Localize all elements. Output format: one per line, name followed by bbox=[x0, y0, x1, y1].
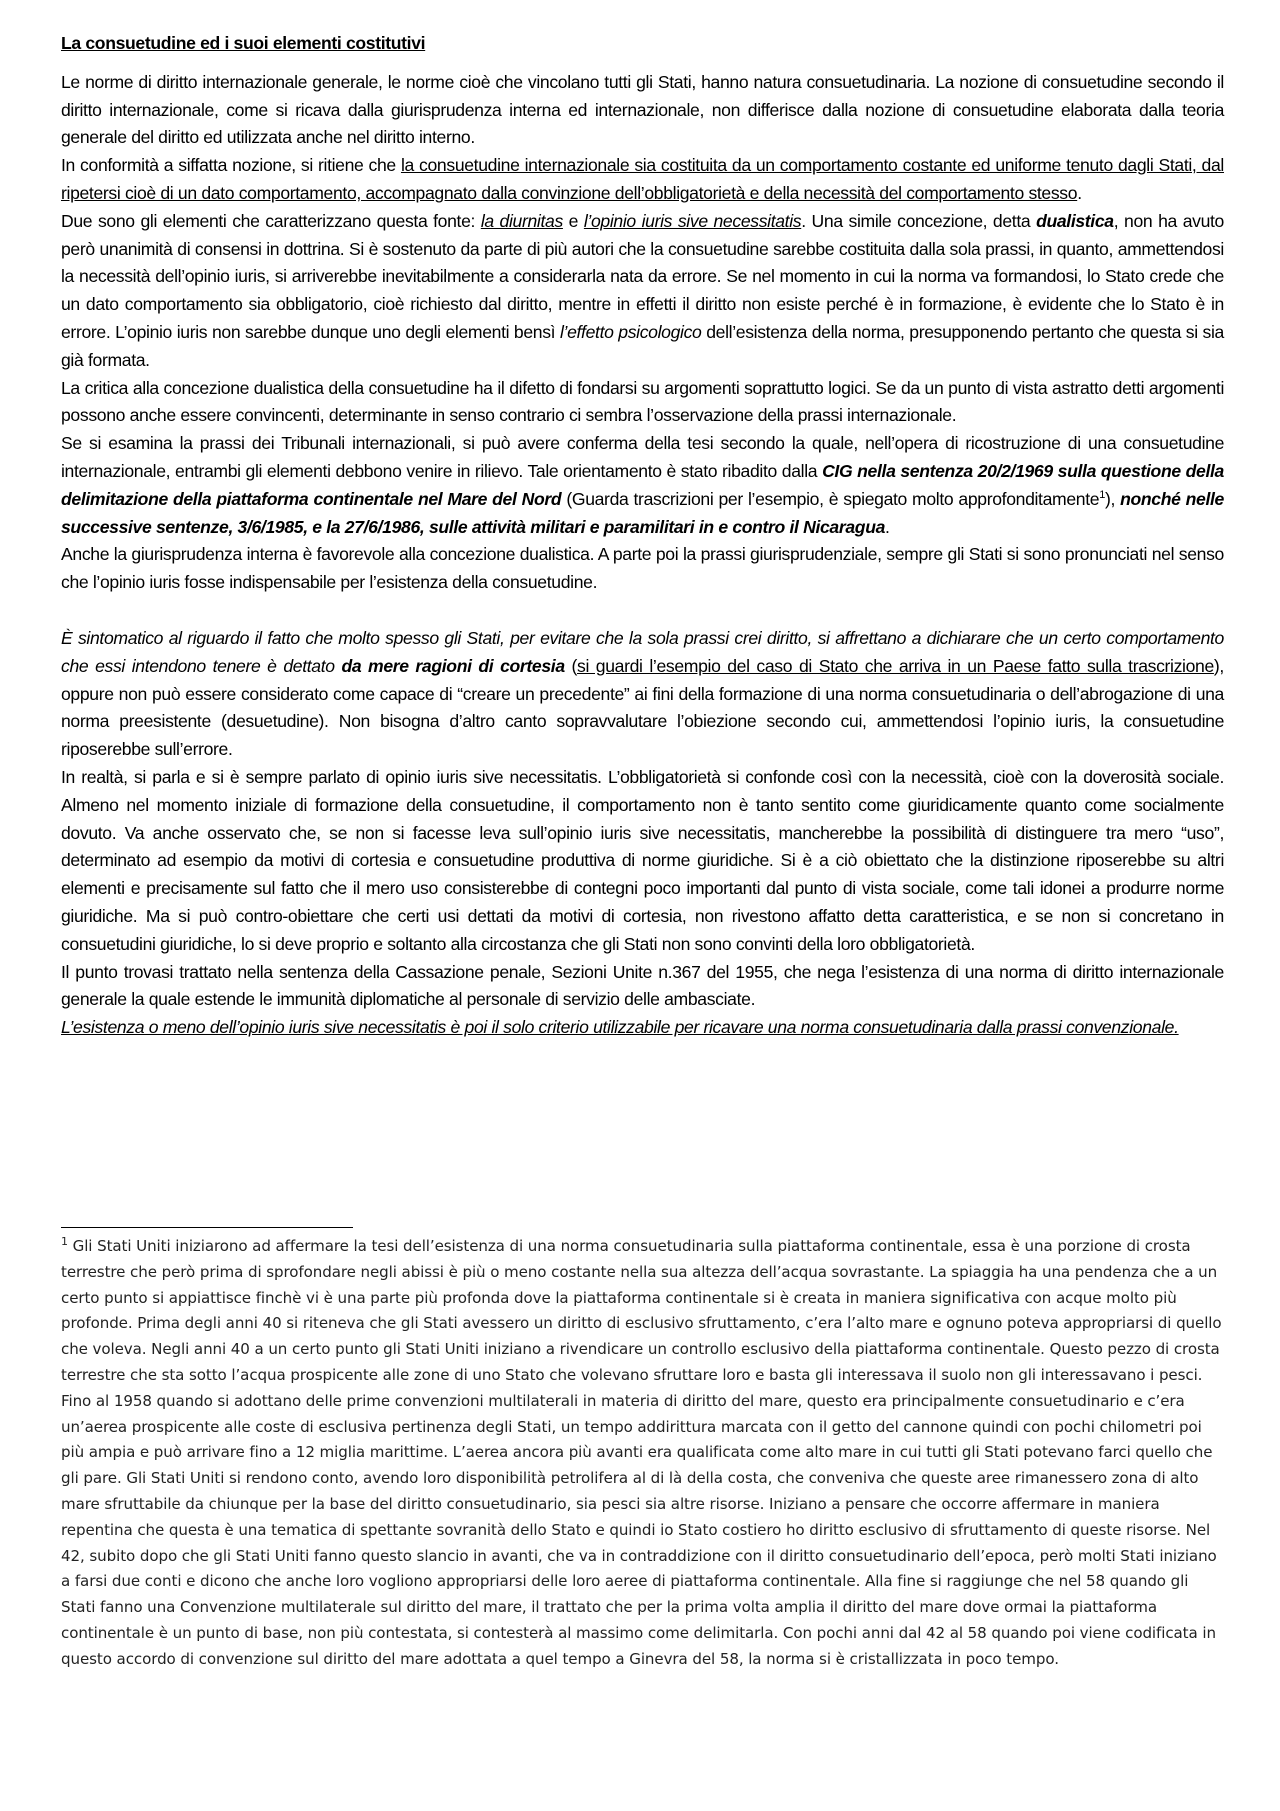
paragraph-1: Le norme di diritto internazionale generale, le norme cioè che vincolano tutti gli Stati, hanno natura consuetudinaria. La nozione di consuetudine secondo il diritto internazionale, come si ricava dalla giurisprudenza interna ed internazionale, non differisce dalla nozione di consuetudine elaborata dalla teoria generale del diritto ed utilizzata anche nel diritto interno. bbox=[61, 71, 1224, 148]
p5-cig-sentenza: CIG nella sentenza 20/2/1969 sulla questione della delimitazione della piattaforma continentale nel Mare del Nord bbox=[61, 460, 1224, 509]
p3-text-g: , non ha avuto però unanimità di consensi in dottrina. Si è sostenuto da parte di più autori che la consuetudine sarebbe costituita dalla sola prassi, in quanto, ammettendosi la necessità dell’opinio iuris, si arriverebbe inevitabilmente a considerarla nata da errore. Se nel momento in cui la norma va formandosi, lo Stato crede che un dato comportamento sia obbligatorio, cioè richiesto dal diritto, mentre in effetti il diritto non esiste perché è in formazione, è evidente che lo Stato è in errore. L’opinio iuris non sarebbe dunque uno degli elementi bensì bbox=[61, 210, 1224, 342]
p2-text-a: In conformità a siffatta nozione, si ritiene che bbox=[61, 155, 401, 176]
p2-underlined-definition: la consuetudine internazionale sia costituita da un comportamento costante ed uniforme tenuto dagli Stati, dal ripetersi cioè di un dato comportamento, accompagnato dalla convinzione dell’obbligatorietà e della necessità del comportamento stesso bbox=[61, 155, 1224, 203]
page-title: La consuetudine ed i suoi elementi costitutivi bbox=[61, 33, 426, 53]
document-body bbox=[61, 30, 1224, 1042]
paragraph-6: Anche la giurisprudenza interna è favorevole alla concezione dualistica. A parte poi la prassi giurisprudenziale, sempre gli Stati si sono pronunciati nel senso che l’opinio iuris fosse indispensabile per l’esistenza della consuetudine. bbox=[61, 544, 1224, 593]
p10-conclusion: L’esistenza o meno dell’opinio iuris sive necessitatis è poi il solo criterio utilizzabile per ricavare una norma consuetudinaria dalla prassi convenzionale. bbox=[61, 1017, 1179, 1038]
paragraph-9: Il punto trovasi trattato nella sentenza della Cassazione penale, Sezioni Unite n.367 del 1955, che nega l’esistenza di una norma di diritto internazionale generale la quale estende le immunità diplomatiche al personale di servizio delle ambasciate. bbox=[61, 961, 1224, 1010]
p3-diurnitas: la diurnitas bbox=[480, 210, 563, 231]
paragraph-7 bbox=[61, 625, 1224, 764]
p2-text-c: . bbox=[1077, 182, 1082, 203]
p3-text-i: dell’esistenza della norma, presupponendo pertanto che questa si sia già formata. bbox=[61, 321, 1224, 370]
footnote-separator bbox=[61, 1227, 353, 1228]
p7-text-c: ( bbox=[564, 655, 578, 676]
p3-opinio-iuris: l’opinio iuris sive necessitatis bbox=[583, 210, 802, 231]
p3-text-e: . Una simile concezione, detta bbox=[801, 210, 1037, 231]
p5-text-d: ), bbox=[1104, 488, 1121, 509]
p3-dualistica: dualistica bbox=[1036, 210, 1114, 231]
p5-text-a: Se si esamina la prassi dei Tribunali internazionali, si può avere conferma della tesi secondo la quale, nell’opera di ricostruzione di una consuetudine internazionale, entrambi gli elementi debbono venire in rilievo. Tale orientamento è stato ribadito dalla bbox=[61, 433, 1224, 481]
p7-text-a: È sintomatico al riguardo il fatto che molto spesso gli Stati, per evitare che la sola prassi crei diritto, si affrettano a dichiarare che un certo comportamento che essi intendono tenere è dettato bbox=[61, 627, 1224, 676]
paragraph-10 bbox=[61, 1014, 1224, 1042]
p3-effetto-psicologico: l’effetto psicologico bbox=[559, 321, 702, 342]
paragraph-8: In realtà, si parla e si è sempre parlato di opinio iuris sive necessitatis. L’obbligatorietà si confonde così con la necessità, cioè con la doverosità sociale. Almeno nel momento iniziale di formazione della consuetudine, il comportamento non è tanto sentito come giuridicamente quanto come socialmente dovuto. Va anche osservato che, se non si facesse leva sull’opinio iuris sive necessitatis, mancherebbe la possibilità di distinguere tra mero “uso”, determinato ad esempio da motivi di cortesia e consuetudine produttiva di norme giuridiche. Si è a ciò obiettato che la distinzione riposerebbe su altri elementi e precisamente sul fatto che il mero uso consisterebbe di contegni poco importanti dal punto di vista sociale, come tali idonei a produrre norme giuridiche. Ma si può contro-obiettare che certi usi dettati da motivi di cortesia, non rivestono affatto detta caratteristica, e se non si concretano in consuetudini giuridiche, lo si deve proprio e soltanto alla circostanza che gli Stati non sono convinti della loro obbligatorietà. bbox=[61, 766, 1224, 954]
p7-text-e: ), oppure non può essere considerato come capace di “creare un precedente” ai fini della formazione di una norma consuetudinaria o dell’abrogazione di una norma preesistente (desuetudine). Non bisogna d’altro canto sopravvalutare l’obiezione secondo cui, ammettendosi l’opinio iuris, la consuetudine riposerebbe sull’errore. bbox=[61, 655, 1224, 760]
p3-text-c: e bbox=[562, 210, 584, 231]
footnote bbox=[61, 1234, 1224, 1673]
p7-esempio-underlined: si guardi l’esempio del caso di Stato che arriva in un Paese fatto sulla trascrizione bbox=[577, 655, 1214, 676]
p3-text-a: Due sono gli elementi che caratterizzano questa fonte: bbox=[61, 210, 481, 231]
footnote-text: Gli Stati Uniti iniziarono ad affermare la tesi dell’esistenza di una norma consuetudinaria sulla piattaforma continentale, essa è una porzione di crosta terrestre che però prima di sprofondare negli abissi è più o meno costante nella sua altezza dell’acqua sovrastante. La spiaggia ha una pendenza che a un certo punto si appiattisce finchè vi è una parte più profonda dove la piattaforma continentale si è creata in maniera significativa con acque molto più profonde. Prima degli anni 40 si riteneva che gli Stati avessero un diritto di esclusivo sfruttamento, c’era l’alto mare e ognuno poteva appropriarsi di quello che voleva. Negli anni 40 a un certo punto gli Stati Uniti iniziano a rivendicare un controllo esclusivo della piattaforma continentale. Questo pezzo di crosta terrestre che sta sotto l’acqua prospicente alle zone di uno Stato che volevano sfruttare loro e basta gli interessava il suolo non gli interessavano i pesci. Fino al 1958 quando si adottano delle prime convenzioni multilaterali in materia di diritto del mare, questo era principalmente consuetudinario e c’era un’aerea prospicente alle coste di esclusiva pertinenza degli Stati, un tempo addirittura marcata con il getto del cannone quindi con pochi chilometri poi più ampia e può arrivare fino a 12 miglia marittime. L’aerea ancora più avanti era qualificata come alto mare in cui tutti gli Stati potevano farci quello che gli pare. Gli Stati Uniti si rendono conto, avendo loro disponibilità petrolifera al di là della costa, che conveniva che queste aree rimanessero zona di alto mare sfruttabile da chiunque per la base del diritto consuetudinario, sia pesci sia altre risorse. Iniziano a pensare che occorre affermare in maniera repentina che questa è una tematica di spettante sovranità dello Stato e quindi io Stato costiero ho diritto esclusivo di sfruttamento di queste risorse. Nel 42, subito dopo che gli Stati Uniti fanno questo slancio in avanti, che va in contraddizione con il diritto consuetudinario dell’epoca, però molti Stati iniziano a farsi due conti e dicono che anche loro vogliono appropriarsi delle loro aeree di piattaforma continentale. Alla fine si raggiunge che nel 58 quando gli Stati fanno una Convenzione multilaterale sul diritto del mare, il trattato che per la prima volta amplia il diritto del mare dove ormai la piattaforma continentale è un punto di base, non più contestata, si contesterà al massimo come delimitarla. Con pochi anni dal 42 al 58 quando poi viene codificata in questo accordo di convenzione sul diritto del mare adottata a quel tempo a Ginevra del 58, la norma si è cristallizzata in poco tempo. bbox=[61, 1237, 1222, 1668]
paragraph-4: La critica alla concezione dualistica della consuetudine ha il difetto di fondarsi su argomenti soprattutto logici. Se da un punto di vista astratto detti argomenti possono anche essere convincenti, determinante in senso contrario ci sembra l’osservazione della prassi internazionale. bbox=[61, 377, 1224, 426]
footnote-ref[interactable]: 1 bbox=[1099, 488, 1105, 501]
footnote-number: 1 bbox=[61, 1234, 68, 1248]
paragraph-3 bbox=[61, 208, 1224, 375]
p5-text-c: (Guarda trascrizioni per l’esempio, è spiegato molto approfonditamente bbox=[561, 488, 1100, 509]
paragraph-2 bbox=[61, 152, 1224, 208]
p7-cortesia: da mere ragioni di cortesia bbox=[341, 655, 565, 676]
p5-sentenze-nicaragua: nonché nelle successive sentenze, 3/6/1985, e la 27/6/1986, sulle attività militari e paramilitari in e contro il Nicaragua bbox=[61, 488, 1224, 537]
paragraph-5 bbox=[61, 430, 1224, 541]
paragraph-gap bbox=[61, 597, 1224, 625]
p5-text-f: . bbox=[885, 516, 890, 537]
